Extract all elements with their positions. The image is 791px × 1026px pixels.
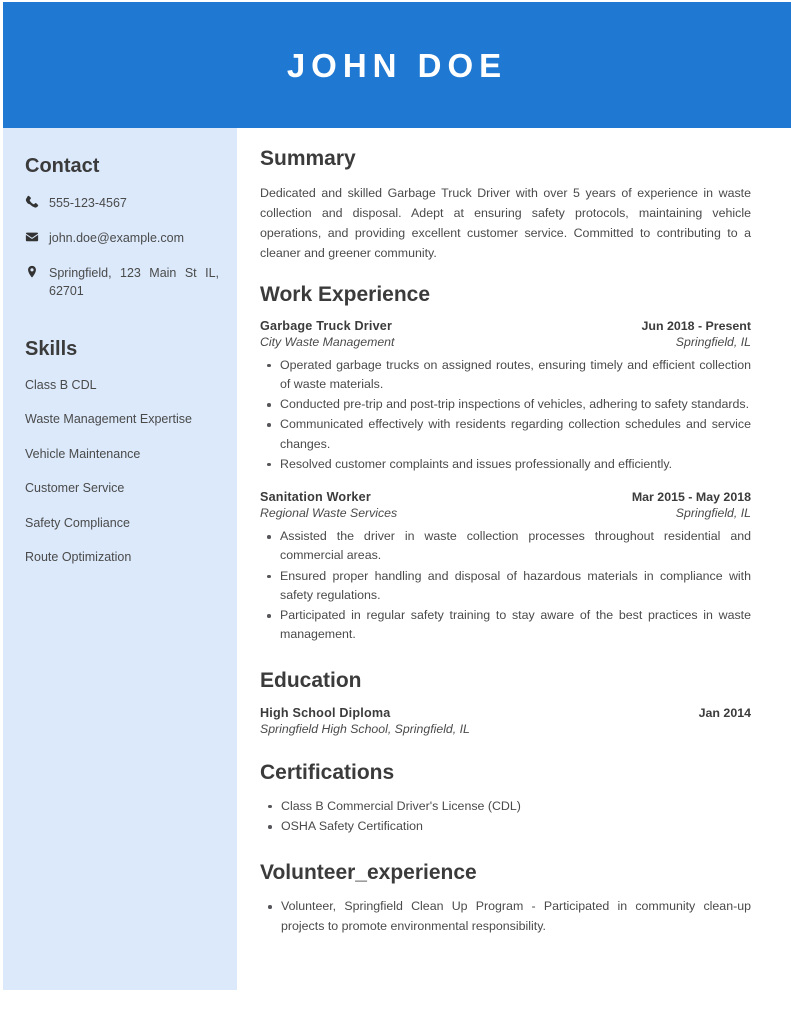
education-entry [260,706,751,736]
education-entry-org-row [260,722,751,736]
skill-item: Safety Compliance [25,515,130,530]
list-item: Volunteer, Springfield Clean Up Program - Participated in community clean-up projects to promote environmental responsibility. [280,897,751,935]
skill-item: Customer Service [25,481,125,495]
sidebar [3,128,237,990]
skill-item: Vehicle Maintenance [25,446,141,461]
school-name: Springfield High School, Springfield, IL [260,721,470,736]
contact-item-phone [25,194,219,212]
resume-body [3,128,791,990]
job-location: Springfield, IL [675,506,751,521]
job-dates: Jun 2018 - Present [641,318,751,333]
summary-text: Dedicated and skilled Garbage Truck Driver with over 5 years of experience in waste collection and disposal. Adept at ensuring safety protocols, maintaining vehicle operations, and providing excellent customer service. Committed to contributing to a cleaner and greener community. [260,186,751,261]
resume-header [3,2,791,128]
list-item: Conducted pre-trip and post-trip inspections of vehicles, adhering to safety standards. [279,395,751,414]
list-item: Ensured proper handling and disposal of hazardous materials in compliance with safety regulations. [279,567,751,605]
section-education [260,668,751,735]
job-dates: Mar 2015 - May 2018 [631,490,751,505]
certifications-heading: Certifications [260,760,395,784]
job-location: Springfield, IL [675,334,751,349]
phone-icon [25,194,49,209]
work-entry-org-row [260,506,751,520]
list-item: OSHA Safety Certification [280,817,751,836]
list-item: Communicated effectively with residents regarding collection schedules and service changes. [279,415,751,453]
section-summary [260,146,751,264]
work-entry-title-row [260,319,751,333]
volunteer-experience-heading: Volunteer_experience [260,861,477,885]
job-company: City Waste Management [260,334,395,349]
job-title: Garbage Truck Driver [260,318,393,333]
education-heading: Education [260,669,362,693]
work-entry-title-row [260,490,751,504]
page-title: JOHN DOE [286,46,508,84]
list-item: Class B Commercial Driver's License (CDL) [280,797,751,816]
list-item: Participated in regular safety training to stay aware of the best practices in waste management. [279,606,751,644]
contact-phone-text: 555-123-4567 [49,196,127,210]
certifications-list [260,797,751,836]
job-title: Sanitation Worker [260,490,371,505]
degree-date: Jan 2014 [698,705,751,720]
section-certifications [260,760,751,837]
list-item: Resolved customer complaints and issues professionally and efficiently. [279,455,751,474]
volunteer-list [260,897,751,935]
list-item: Assisted the driver in waste collection processes throughout residential and commercial areas. [279,527,751,565]
summary-heading: Summary [260,147,356,170]
contact-address-text: Springfield, 123 Main St IL, 62701 [49,266,219,299]
section-volunteer-experience [260,860,751,936]
work-entry [260,319,751,474]
skills-heading: Skills [25,337,78,360]
work-experience-heading: Work Experience [260,282,431,306]
contact-heading: Contact [25,155,100,177]
work-entry-org-row [260,335,751,349]
main-content [237,128,791,976]
resume-page [0,2,791,1026]
contact-item-email [25,229,219,247]
envelope-icon [25,229,49,244]
degree-title: High School Diploma [260,705,391,720]
skill-item: Class B CDL [25,377,97,392]
skill-item: Waste Management Expertise [25,412,192,426]
work-entry [260,490,751,644]
section-work-experience [260,282,751,645]
job-company: Regional Waste Services [260,506,398,521]
job-bullet-list [260,527,751,644]
location-pin-icon [25,264,49,279]
education-entry-title-row [260,706,751,720]
contact-email-text: john.doe@example.com [49,231,184,246]
contact-item-address [25,264,219,300]
skill-item: Route Optimization [25,550,132,564]
list-item: Operated garbage trucks on assigned routes, ensuring timely and efficient collection of waste materials. [279,356,751,394]
job-bullet-list [260,356,751,474]
